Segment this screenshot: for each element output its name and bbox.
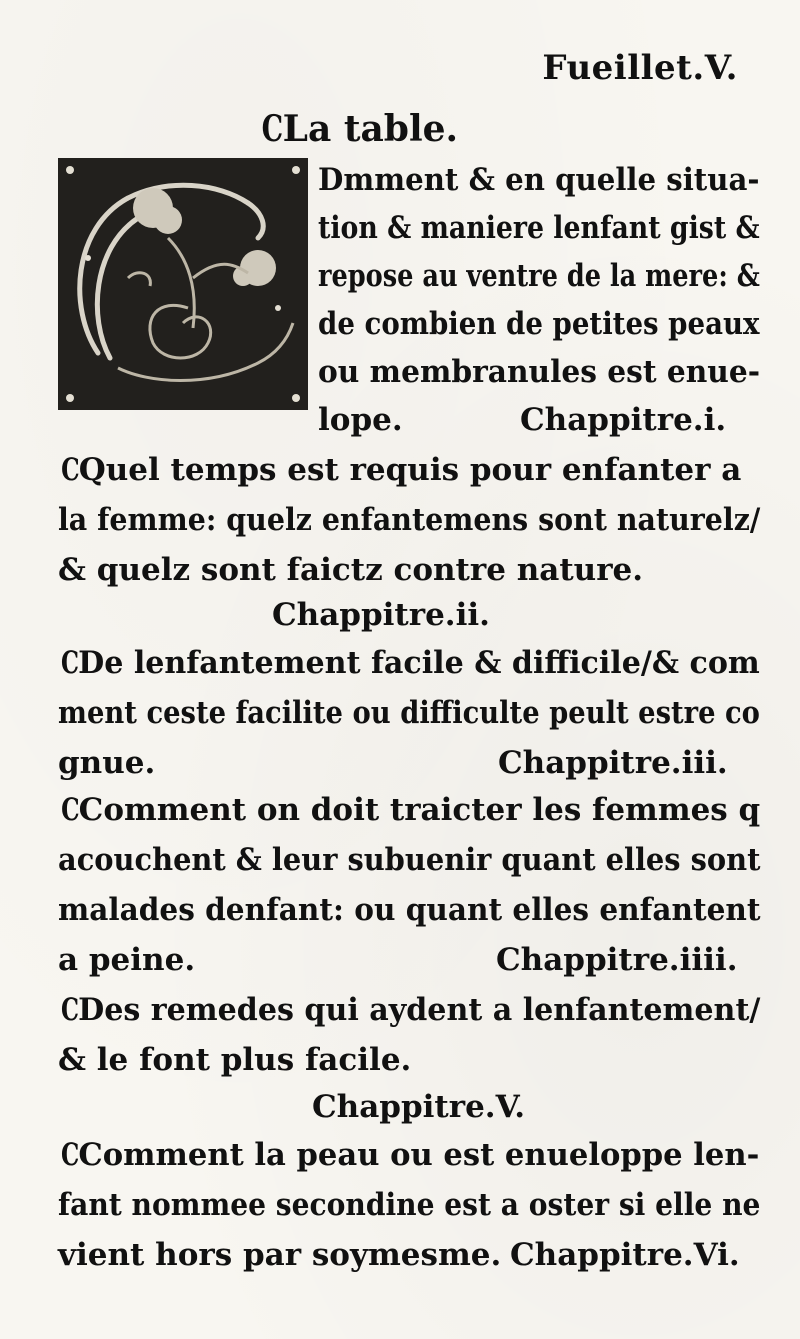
- floral-initial-illustration: [58, 158, 308, 410]
- entry-4-chapter: Chappitre.iiii.: [496, 942, 738, 978]
- entry-1-line-3: repose au ventre de la mere: &: [318, 258, 760, 294]
- entry-1-chapter: Chappitre.i.: [520, 402, 727, 438]
- entry-3-text-1: De lenfantement facile & difficile/& com: [78, 645, 760, 681]
- entry-6-line-3: vient hors par soymesme.: [58, 1237, 502, 1273]
- entry-1-line-2: tion & maniere lenfant gist &: [318, 210, 760, 246]
- entry-3-line-3: gnue.: [58, 745, 156, 781]
- pilcrow-mark: C: [261, 108, 284, 150]
- entry-2-text-1: Quel temps est requis pour enfanter a: [78, 452, 742, 488]
- entry-4-text-1: Comment on doit traicter les femmes q: [78, 792, 761, 828]
- heading-text: La table.: [282, 108, 459, 150]
- decorated-initial-c: [58, 158, 308, 410]
- pilcrow-mark: C: [61, 792, 80, 828]
- entry-5-text-1: Des remedes qui aydent a lenfantement/: [78, 992, 761, 1028]
- pilcrow-mark: C: [60, 992, 79, 1028]
- entry-4-line-1: [58, 792, 761, 828]
- entry-6-text-1: Comment la peau ou est enueloppe len-: [78, 1137, 760, 1173]
- entry-6-line-2: fant nommee secondine est a oster si elle ne: [58, 1187, 761, 1223]
- entry-1-line-6: lope.: [318, 402, 403, 438]
- entry-4-line-4: a peine.: [58, 942, 196, 978]
- entry-5-line-1: [58, 992, 761, 1028]
- entry-2-line-2: la femme: quelz enfantemens sont naturelz/: [58, 502, 761, 538]
- entry-6-chapter: Chappitre.Vi.: [510, 1237, 740, 1273]
- entry-2-chapter: Chappitre.ii.: [272, 597, 490, 633]
- entry-5-chapter: Chappitre.V.: [312, 1089, 526, 1125]
- entry-3-line-1: [58, 645, 760, 681]
- entry-3-chapter: Chappitre.iii.: [498, 745, 728, 781]
- entry-1-line-5: ou membranules est enue-: [318, 354, 761, 390]
- entry-4-line-2: acouchent & leur subuenir quant elles sont: [58, 842, 761, 878]
- entry-1-line-1: Dmment & en quelle situa-: [318, 162, 760, 198]
- pilcrow-mark: C: [61, 452, 80, 488]
- folio-number: Fueillet.V.: [542, 48, 738, 88]
- pilcrow-mark: C: [61, 1137, 80, 1173]
- entry-1-line-4: de combien de petites peaux: [318, 306, 760, 342]
- table-heading: [258, 108, 458, 150]
- entry-6-line-1: [58, 1137, 760, 1173]
- pilcrow-mark: C: [60, 645, 79, 681]
- entry-5-line-2: & le font plus facile.: [58, 1042, 412, 1078]
- entry-2-line-1: [58, 452, 742, 488]
- entry-3-line-2: ment ceste facilite ou difficulte peult estre co: [58, 695, 760, 731]
- entry-4-line-3: malades denfant: ou quant elles enfantent: [58, 892, 761, 928]
- entry-2-line-3: & quelz sont faictz contre nature.: [58, 552, 644, 588]
